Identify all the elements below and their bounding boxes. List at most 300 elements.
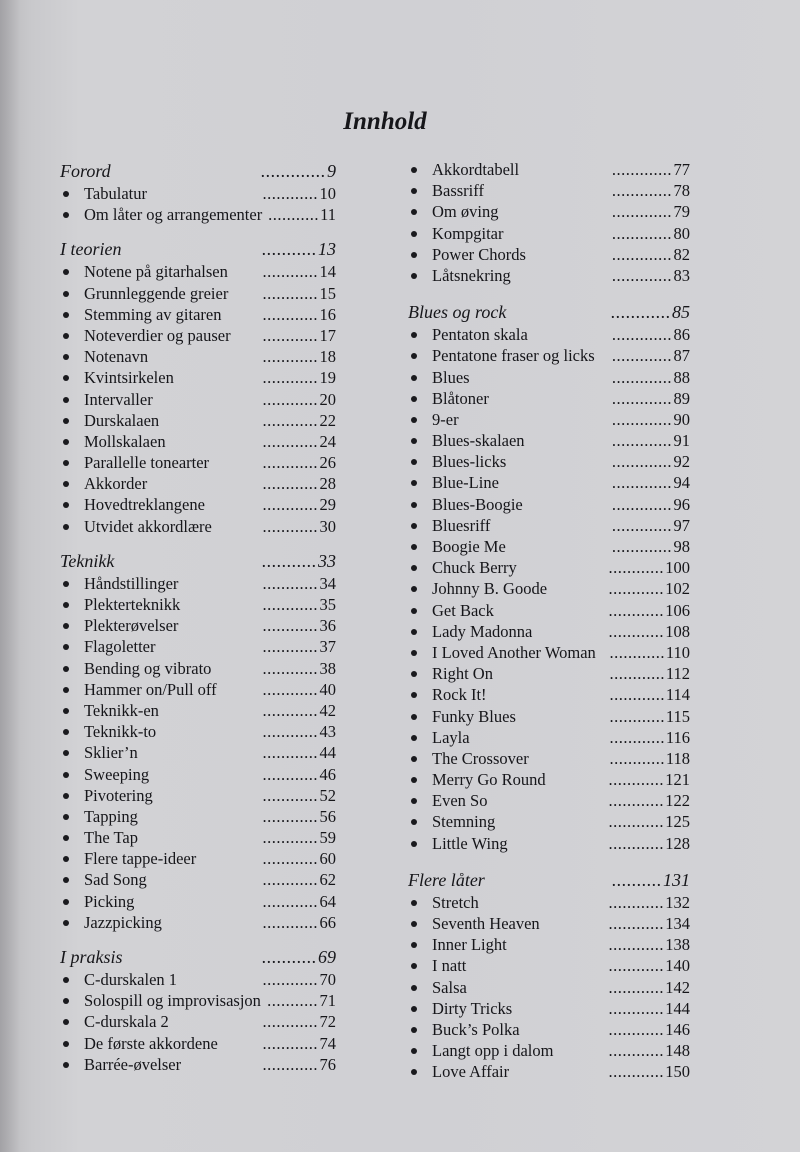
entry-label: The Crossover <box>432 748 529 768</box>
toc-entry <box>408 934 690 955</box>
bullet-icon <box>63 856 69 862</box>
dot-leader: ........... <box>268 205 319 225</box>
bullet-icon <box>411 480 417 486</box>
toc-entry <box>408 201 690 222</box>
toc-entry <box>408 578 690 599</box>
bullet-icon <box>63 877 69 883</box>
entry-label: Johnny B. Goode <box>432 579 548 599</box>
entry-label: Om øving <box>432 202 499 222</box>
dot-leader: ........... <box>262 947 317 967</box>
dot-leader: ............ <box>262 347 318 367</box>
bullet-icon <box>63 212 69 218</box>
entry-label: Bluesriff <box>432 515 491 535</box>
toc-entry <box>408 811 690 832</box>
entry-label: I natt <box>432 956 467 976</box>
page-number: 62 <box>319 870 336 890</box>
page-number: 91 <box>673 431 690 451</box>
toc-section <box>60 159 336 225</box>
toc-entry <box>408 180 690 201</box>
entry-label: Pentatone fraser og licks <box>432 346 595 366</box>
toc-entry <box>60 658 336 679</box>
toc-entry <box>60 990 336 1011</box>
toc-entry <box>408 159 690 180</box>
toc-entry <box>408 265 690 286</box>
dot-leader: ............ <box>262 700 318 720</box>
page-number: 33 <box>318 550 336 571</box>
dot-leader: ............ <box>262 849 318 869</box>
page-number: 78 <box>673 181 690 201</box>
entry-label: Blues-licks <box>432 452 507 472</box>
bullet-icon <box>411 692 417 698</box>
entry-label: Power Chords <box>432 244 526 264</box>
bullet-icon <box>411 502 417 508</box>
section-heading-label: I teorien <box>60 239 122 260</box>
bullet-icon <box>63 397 69 403</box>
bullet-icon <box>63 623 69 629</box>
entry-label: Tapping <box>84 806 138 826</box>
page-number: 76 <box>319 1054 336 1074</box>
binding-shadow <box>0 0 20 1152</box>
bullet-icon <box>63 602 69 608</box>
bullet-icon <box>411 459 417 465</box>
entry-label: Seventh Heaven <box>432 914 540 933</box>
dot-leader: ............ <box>608 770 664 790</box>
dot-leader: ............ <box>608 812 664 832</box>
page-number: 30 <box>319 516 336 536</box>
toc-entry <box>408 642 690 663</box>
toc-entry <box>408 727 690 748</box>
dot-leader: ............ <box>262 595 318 614</box>
dot-leader: ............ <box>262 743 318 763</box>
bullet-icon <box>411 1027 417 1033</box>
page-number: 134 <box>665 914 690 933</box>
dot-leader: ............ <box>262 891 318 911</box>
dot-leader: ............ <box>608 833 664 853</box>
dot-leader: ............ <box>262 870 318 890</box>
dot-leader: ............ <box>608 956 664 976</box>
dot-leader: ............ <box>611 302 671 323</box>
page-number: 64 <box>319 891 336 911</box>
toc-entry <box>408 998 690 1019</box>
bullet-icon <box>63 375 69 381</box>
toc-entry <box>408 684 690 705</box>
toc-entry <box>408 706 690 727</box>
page-number: 59 <box>319 828 336 848</box>
page-number: 88 <box>673 367 690 387</box>
entry-label: Stemning <box>432 812 496 832</box>
bullet-icon <box>411 629 417 635</box>
entry-label: Plekterøvelser <box>84 616 179 636</box>
entry-label: C-durskalen 1 <box>84 970 178 989</box>
dot-leader: ............ <box>262 262 318 282</box>
entry-label: Blues <box>432 367 470 387</box>
entry-label: Sweeping <box>84 764 150 784</box>
toc-entry <box>60 389 336 410</box>
page-number: 66 <box>319 912 336 932</box>
dot-leader: ............ <box>262 573 318 593</box>
entry-label: 9-er <box>432 409 459 429</box>
entry-label: Akkordtabell <box>432 160 520 179</box>
toc-right-column <box>408 159 690 1083</box>
page-number: 42 <box>319 700 336 720</box>
entry-label: Teknikk-en <box>84 700 159 720</box>
entry-label: Stemming av gitaren <box>84 304 222 324</box>
entry-label: Durskalaen <box>84 410 160 430</box>
dot-leader: ............ <box>608 998 664 1018</box>
dot-leader: ............. <box>611 244 672 264</box>
dot-leader: ............ <box>608 579 664 599</box>
toc-entry <box>408 324 690 345</box>
toc-entry <box>60 827 336 848</box>
page-number: 72 <box>319 1012 336 1032</box>
page-number: 13 <box>318 239 336 260</box>
toc-entry <box>408 223 690 244</box>
bullet-icon <box>63 772 69 778</box>
page-number: 87 <box>673 346 690 366</box>
dot-leader: ............. <box>611 202 672 222</box>
toc-entry <box>60 848 336 869</box>
toc-entry <box>60 679 336 700</box>
toc-entry <box>408 430 690 451</box>
toc-entry <box>60 891 336 912</box>
toc-entry <box>408 536 690 557</box>
bullet-icon <box>63 581 69 587</box>
bullet-icon <box>411 1069 417 1075</box>
bullet-icon <box>411 921 417 927</box>
entry-label: Little Wing <box>432 833 508 853</box>
entry-label: Rock It! <box>432 685 487 705</box>
section-heading-label: Forord <box>60 161 111 181</box>
dot-leader: ............ <box>608 621 664 641</box>
section-heading <box>60 159 336 183</box>
dot-leader: ............. <box>611 181 672 201</box>
bullet-icon <box>411 375 417 381</box>
dot-leader: ............. <box>611 367 672 387</box>
dot-leader: ............ <box>262 806 318 826</box>
entry-label: Dirty Tricks <box>432 998 513 1018</box>
entry-label: The Tap <box>84 828 138 848</box>
toc-entry <box>60 1033 336 1054</box>
bullet-icon <box>63 481 69 487</box>
entry-label: Intervaller <box>84 389 153 409</box>
bullet-icon <box>411 523 417 529</box>
page-number: 46 <box>319 764 336 784</box>
page-number: 52 <box>319 785 336 805</box>
toc-entry <box>408 748 690 769</box>
entry-label: Barrée-øvelser <box>84 1054 182 1074</box>
toc-entry <box>60 912 336 933</box>
entry-label: Teknikk-to <box>84 722 157 742</box>
page-number: 71 <box>319 991 336 1011</box>
entry-label: De første akkordene <box>84 1033 218 1053</box>
page-number: 11 <box>320 205 336 225</box>
dot-leader: ............ <box>262 1054 318 1074</box>
toc-section <box>60 945 336 1075</box>
entry-label: Utvidet akkordlære <box>84 516 212 536</box>
entry-label: Mollskalaen <box>84 431 166 451</box>
bullet-icon <box>411 735 417 741</box>
page-number: 110 <box>665 642 690 662</box>
bullet-icon <box>411 798 417 804</box>
entry-label: Bassriff <box>432 181 484 201</box>
toc-entry <box>408 1019 690 1040</box>
entry-label: Boogie Me <box>432 537 506 556</box>
bullet-icon <box>411 252 417 258</box>
dot-leader: ............ <box>262 474 318 494</box>
entry-label: Lady Madonna <box>432 621 533 641</box>
toc-entry <box>408 244 690 265</box>
bullet-icon <box>63 729 69 735</box>
toc-entry <box>60 700 336 721</box>
dot-leader: ............. <box>611 223 672 243</box>
page-number: 69 <box>318 947 336 967</box>
page-number: 74 <box>319 1033 336 1053</box>
dot-leader: ............ <box>262 912 318 932</box>
toc-entry <box>60 785 336 806</box>
bullet-icon <box>411 209 417 215</box>
toc-entry <box>60 869 336 890</box>
toc-entry <box>408 833 690 854</box>
toc-entry <box>408 515 690 536</box>
dot-leader: ............ <box>608 914 664 933</box>
page-number: 97 <box>673 515 690 535</box>
entry-label: Notenavn <box>84 347 149 367</box>
toc-section <box>408 159 690 286</box>
dot-leader: ............ <box>262 184 318 203</box>
section-heading-label: Blues og rock <box>408 302 507 323</box>
dot-leader: ............ <box>609 748 665 768</box>
bullet-icon <box>63 502 69 508</box>
page-number: 115 <box>665 706 690 726</box>
dot-leader: ............ <box>608 1019 664 1039</box>
dot-leader: ............ <box>262 658 318 678</box>
page-number: 112 <box>665 664 690 684</box>
bullet-icon <box>63 998 69 1004</box>
bullet-icon <box>411 332 417 338</box>
page-number: 128 <box>665 833 690 853</box>
dot-leader: ............ <box>262 368 318 388</box>
toc-entry <box>408 621 690 642</box>
page-number: 29 <box>319 495 336 515</box>
dot-leader: ............. <box>611 473 672 493</box>
bullet-icon <box>63 977 69 983</box>
bullet-icon <box>411 417 417 423</box>
dot-leader: ............ <box>609 706 665 726</box>
bullet-icon <box>411 565 417 571</box>
bullet-icon <box>63 191 69 197</box>
dot-leader: ............ <box>262 516 318 536</box>
page-number: 22 <box>319 410 336 430</box>
entry-label: Inner Light <box>432 935 507 955</box>
page-number: 10 <box>319 184 336 203</box>
page-number: 36 <box>319 616 336 636</box>
entry-label: Love Affair <box>432 1062 510 1082</box>
dot-leader: ............. <box>611 431 672 451</box>
dot-leader: ............ <box>262 431 318 451</box>
page-number: 132 <box>665 892 690 912</box>
toc-entry <box>60 594 336 615</box>
entry-label: Bending og vibrato <box>84 658 212 678</box>
entry-label: Hammer on/Pull off <box>84 679 217 699</box>
page-number: 131 <box>663 869 690 890</box>
toc-entry <box>408 557 690 578</box>
entry-label: Get Back <box>432 600 494 620</box>
entry-label: Kompgitar <box>432 223 504 243</box>
dot-leader: ............ <box>262 764 318 784</box>
bullet-icon <box>411 396 417 402</box>
toc-entry <box>60 1054 336 1075</box>
bullet-icon <box>63 439 69 445</box>
entry-label: Blue-Line <box>432 473 499 493</box>
section-heading <box>408 300 690 324</box>
page-number: 98 <box>673 537 690 556</box>
entry-label: Right On <box>432 664 493 684</box>
page-number: 28 <box>319 474 336 494</box>
page-number: 85 <box>672 302 690 323</box>
toc-entry <box>60 516 336 537</box>
toc-entry <box>60 742 336 763</box>
bullet-icon <box>411 650 417 656</box>
page-number: 89 <box>673 388 690 408</box>
entry-label: Langt opp i dalom <box>432 1041 554 1061</box>
entry-label: Plekterteknikk <box>84 595 181 614</box>
bullet-icon <box>411 900 417 906</box>
bullet-icon <box>411 167 417 173</box>
dot-leader: ............ <box>609 685 665 705</box>
entry-label: Låtsnekring <box>432 265 511 285</box>
toc-entry <box>408 367 690 388</box>
dot-leader: ............. <box>611 346 672 366</box>
toc-entry <box>408 388 690 409</box>
bullet-icon <box>63 418 69 424</box>
dot-leader: ............ <box>262 616 318 636</box>
entry-label: Salsa <box>432 977 467 997</box>
bullet-icon <box>63 1041 69 1047</box>
toc-entry <box>408 790 690 811</box>
toc-entry <box>408 472 690 493</box>
bullet-icon <box>63 814 69 820</box>
entry-label: Tabulatur <box>84 184 147 203</box>
page-number: 19 <box>319 368 336 388</box>
entry-label: Solospill og improvisasjon <box>84 991 261 1011</box>
toc-entry <box>408 451 690 472</box>
bullet-icon <box>411 1006 417 1012</box>
page-number: 18 <box>319 347 336 367</box>
bullet-icon <box>411 963 417 969</box>
bullet-icon <box>63 750 69 756</box>
toc-entry <box>60 615 336 636</box>
page-number: 125 <box>665 812 690 832</box>
entry-label: Even So <box>432 791 488 811</box>
dot-leader: ............ <box>608 600 664 620</box>
bullet-icon <box>411 231 417 237</box>
toc-entry <box>60 573 336 594</box>
section-heading-label: I praksis <box>60 947 123 967</box>
dot-leader: ............ <box>608 558 664 578</box>
dot-leader: ........... <box>262 550 317 571</box>
dot-leader: ............ <box>262 722 318 742</box>
entry-label: Notene på gitarhalsen <box>84 262 228 282</box>
page-number: 43 <box>319 722 336 742</box>
entry-label: Stretch <box>432 892 479 912</box>
toc-entry <box>408 345 690 366</box>
dot-leader: ............ <box>262 679 318 699</box>
entry-label: Pivotering <box>84 785 153 805</box>
page-number: 90 <box>673 409 690 429</box>
page-number: 60 <box>319 849 336 869</box>
page-number: 17 <box>319 325 336 345</box>
bullet-icon <box>411 819 417 825</box>
toc-section <box>60 549 336 933</box>
page-number: 122 <box>665 791 690 811</box>
dot-leader: ............ <box>609 727 665 747</box>
bullet-icon <box>411 777 417 783</box>
entry-label: Om låter og arrangementer <box>84 205 263 225</box>
toc-entry <box>60 806 336 827</box>
entry-label: Funky Blues <box>432 706 516 726</box>
dot-leader: ............ <box>262 304 318 324</box>
toc-entry <box>408 892 690 913</box>
page-number: 40 <box>319 679 336 699</box>
page-number: 140 <box>665 956 690 976</box>
page-number: 106 <box>665 600 690 620</box>
page-number: 15 <box>319 283 336 303</box>
dot-leader: ............ <box>262 283 318 303</box>
toc-entry <box>408 913 690 934</box>
section-heading <box>60 945 336 969</box>
page-number: 79 <box>673 202 690 222</box>
toc-entry <box>60 494 336 515</box>
entry-label: Håndstillinger <box>84 573 179 593</box>
bullet-icon <box>63 687 69 693</box>
page-number: 108 <box>665 621 690 641</box>
page-number: 82 <box>673 244 690 264</box>
page-number: 114 <box>665 685 690 705</box>
entry-label: Chuck Berry <box>432 558 517 578</box>
toc-entry <box>60 261 336 282</box>
dot-leader: ............ <box>608 935 664 955</box>
dot-leader: ........... <box>267 991 318 1011</box>
bullet-icon <box>411 608 417 614</box>
page-number: 150 <box>665 1062 690 1082</box>
entry-label: Sklier’n <box>84 743 138 763</box>
toc-entry <box>60 304 336 325</box>
toc-entry <box>408 1040 690 1061</box>
dot-leader: ............ <box>262 389 318 409</box>
bullet-icon <box>63 333 69 339</box>
bullet-icon <box>411 671 417 677</box>
dot-leader: ............. <box>611 160 672 179</box>
entry-label: Noteverdier og pauser <box>84 325 231 345</box>
dot-leader: ............ <box>262 1033 318 1053</box>
dot-leader: ............. <box>611 388 672 408</box>
page-number: 138 <box>665 935 690 955</box>
entry-label: I Loved Another Woman <box>432 642 596 662</box>
entry-label: Parallelle tonearter <box>84 453 210 473</box>
page-number: 26 <box>319 453 336 473</box>
toc-entry <box>60 410 336 431</box>
page-number: 56 <box>319 806 336 826</box>
page-number: 146 <box>665 1019 690 1039</box>
dot-leader: ............. <box>611 494 672 514</box>
page-number: 96 <box>673 494 690 514</box>
toc-left-column <box>60 159 336 1075</box>
bullet-icon <box>411 273 417 279</box>
toc-entry <box>408 600 690 621</box>
page-number: 24 <box>319 431 336 451</box>
dot-leader: ............. <box>611 325 672 345</box>
dot-leader: ............. <box>611 515 672 535</box>
